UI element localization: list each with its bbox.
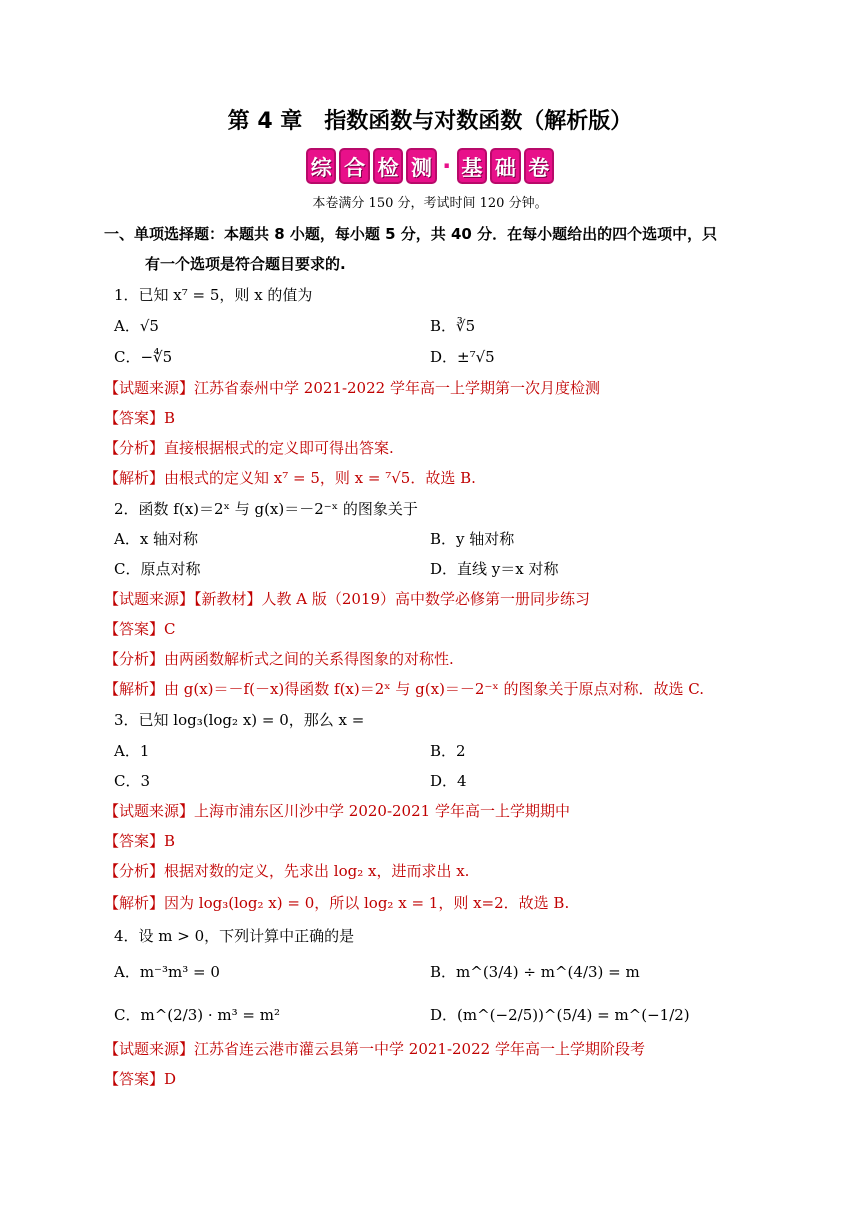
q2-source: 【试题来源】【新教材】人教 A 版（2019）高中数学必修第一册同步练习 [104,590,591,608]
section-heading-line1: 一、单项选择题：本题共 8 小题，每小题 5 分，共 40 分．在每小题给出的四个选项中，只 [104,225,718,243]
q1-option-a: A．√5 [114,317,159,335]
exam-type-banner [306,148,554,184]
q2-option-b: B．y 轴对称 [430,530,515,548]
exam-info: 本卷满分 150 分，考试时间 120 分钟。 [312,196,548,211]
q4-option-c: C．m^(2/3) · m³ = m² [114,1006,280,1024]
banner-dot: · [442,152,452,180]
q2-answer: 【答案】C [104,620,176,638]
banner-char: 综 [306,148,336,184]
banner-char: 检 [373,148,403,184]
q3-option-a: A．1 [114,742,150,760]
q3-source: 【试题来源】上海市浦东区川沙中学 2020-2021 学年高一上学期期中 [104,802,570,820]
q4-option-b: B．m^(3/4) ÷ m^(4/3) = m [430,963,640,981]
page-title: 第 4 章 指数函数与对数函数（解析版） [227,109,633,134]
q2-solution: 【解析】由 g(x)＝－f(－x)得函数 f(x)＝2ˣ 与 g(x)＝－2⁻ˣ 的图象关于原点对称．故选 C. [104,680,705,698]
q4-source: 【试题来源】江苏省连云港市灌云县第一中学 2021-2022 学年高一上学期阶段考 [104,1040,645,1058]
q1-answer: 【答案】B [104,409,176,427]
q1-solution: 【解析】由根式的定义知 x⁷ = 5，则 x = ⁷√5．故选 B. [104,469,476,487]
q3-solution: 【解析】因为 log₃(log₂ x) = 0，所以 log₂ x = 1，则 x=2．故选 B. [104,894,570,912]
q3-answer: 【答案】B [104,832,176,850]
banner-char: 基 [457,148,487,184]
q1-option-b: B．∛5 [430,317,476,335]
q2-option-c: C．原点对称 [114,560,201,578]
q1-option-c: C．−∜5 [114,348,173,366]
banner-char: 卷 [524,148,554,184]
q3-stem: 3．已知 log₃(log₂ x) = 0，那么 x = [114,711,365,729]
q3-option-b: B．2 [430,742,466,760]
q1-stem: 1．已知 x⁷ = 5，则 x 的值为 [114,286,313,304]
banner-char: 合 [339,148,369,184]
q4-option-d: D．(m^(−2/5))^(5/4) = m^(−1/2) [430,1006,690,1024]
q3-option-d: D．4 [430,772,467,790]
banner-char: 础 [490,148,520,184]
q3-option-c: C．3 [114,772,151,790]
q2-analysis: 【分析】由两函数解析式之间的关系得图象的对称性. [104,650,454,668]
q1-source: 【试题来源】江苏省泰州中学 2021-2022 学年高一上学期第一次月度检测 [104,379,600,397]
q2-stem: 2．函数 f(x)＝2ˣ 与 g(x)＝－2⁻ˣ 的图象关于 [114,500,418,518]
q4-stem: 4．设 m > 0，下列计算中正确的是 [114,927,355,945]
section-heading-line2: 有一个选项是符合题目要求的. [145,255,346,273]
banner-char: 测 [406,148,436,184]
q1-analysis: 【分析】直接根据根式的定义即可得出答案. [104,439,394,457]
q3-analysis: 【分析】根据对数的定义，先求出 log₂ x，进而求出 x. [104,862,470,880]
q2-option-a: A．x 轴对称 [114,530,199,548]
q4-option-a: A．m⁻³m³ = 0 [114,963,220,981]
q1-option-d: D．±⁷√5 [430,348,495,366]
q4-answer: 【答案】D [104,1070,177,1088]
q2-option-d: D．直线 y＝x 对称 [430,560,559,578]
